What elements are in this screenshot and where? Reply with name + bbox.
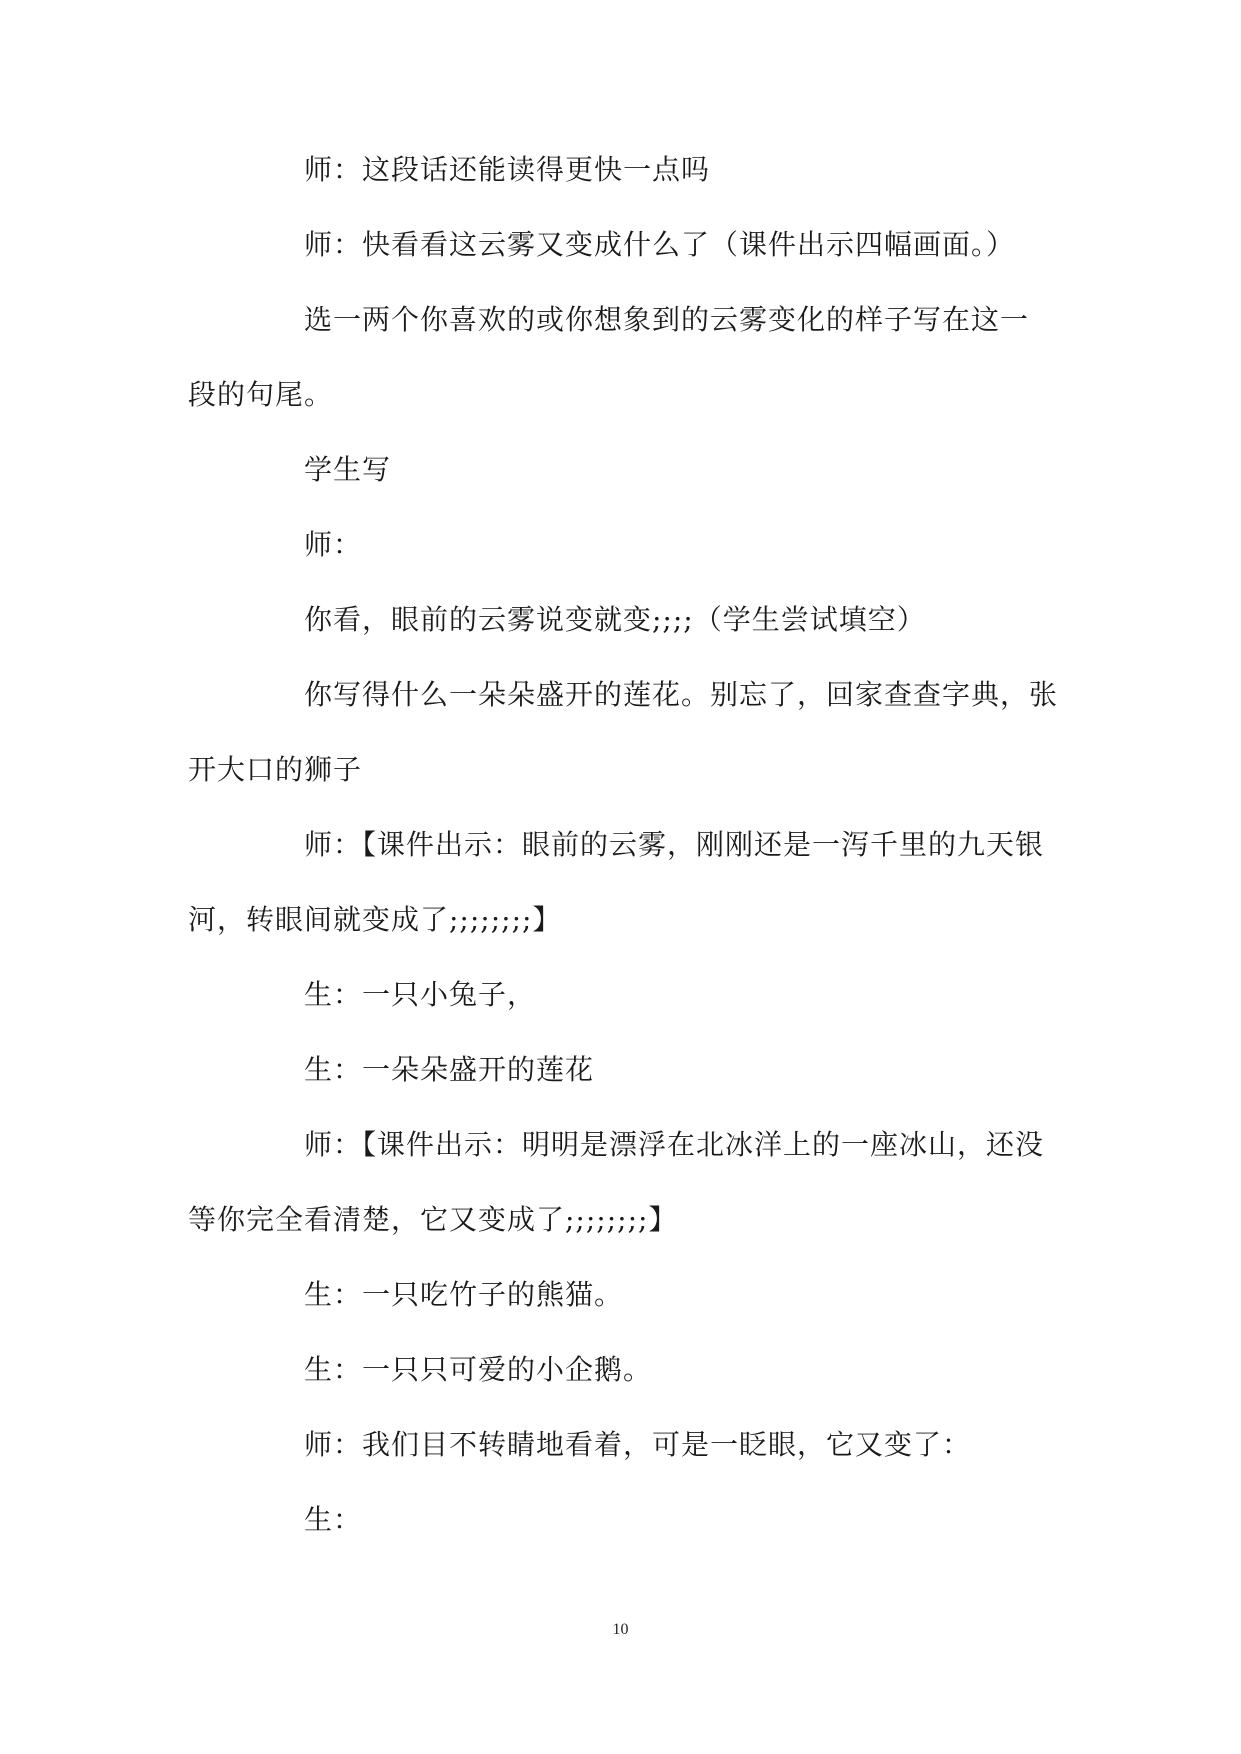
- text-line: 你看，眼前的云雾说变就变;;;;（学生尝试填空）: [304, 603, 926, 636]
- text-line: 等你完全看清楚，它又变成了;;;;;;;;】: [188, 1203, 678, 1236]
- text-line: 生：一只吃竹子的熊猫。: [304, 1278, 624, 1311]
- text-line: 生：一只只可爱的小企鹅。: [304, 1353, 653, 1386]
- text-line: 生：: [304, 1503, 363, 1536]
- text-line: 师：我们目不转睛地看着，可是一眨眼，它又变了：: [304, 1428, 972, 1461]
- text-line: 师：快看看这云雾又变成什么了（课件出示四幅画面。）: [304, 228, 1016, 261]
- text-line: 师：: [304, 528, 363, 561]
- text-line: 河，转眼间就变成了;;;;;;;;】: [188, 903, 562, 936]
- text-line: 选一两个你喜欢的或你想象到的云雾变化的样子写在这一: [304, 303, 1030, 336]
- text-line: 师：这段话还能读得更快一点吗: [304, 153, 711, 186]
- text-line: 师：【课件出示：眼前的云雾，刚刚还是一泻千里的九天银: [304, 828, 1045, 861]
- text-line: 生：一只小兔子，: [304, 978, 537, 1011]
- text-line: 师：【课件出示：明明是漂浮在北冰洋上的一座冰山，还没: [304, 1128, 1045, 1161]
- text-line: 生：一朵朵盛开的莲花: [304, 1053, 595, 1086]
- page-number: 10: [612, 1621, 629, 1638]
- text-line: 学生写: [304, 453, 392, 486]
- text-line: 开大口的狮子: [188, 753, 363, 786]
- text-line: 你写得什么一朵朵盛开的莲花。别忘了，回家查查字典，张: [304, 678, 1059, 711]
- text-line: 段的句尾。: [188, 378, 334, 411]
